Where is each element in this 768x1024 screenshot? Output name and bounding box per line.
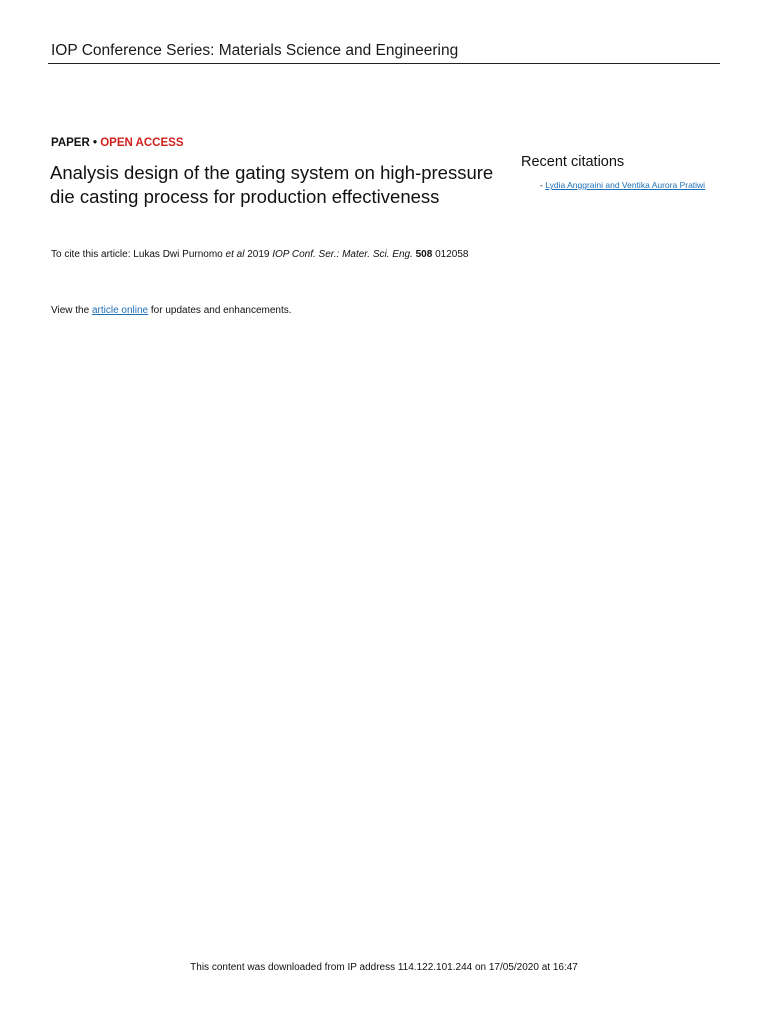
- citation-prefix: To cite this article: Lukas Dwi Purnomo: [51, 249, 226, 260]
- citation-article-number: 012058: [432, 249, 469, 260]
- citation-journal-abbrev: IOP Conf. Ser.: Mater. Sci. Eng.: [272, 249, 413, 260]
- paper-tag-separator: •: [89, 137, 101, 149]
- citation-volume: 508: [415, 249, 433, 260]
- article-title: Analysis design of the gating system on high-pressure die casting process for production effectiveness: [50, 162, 494, 207]
- recent-citations-list: [540, 180, 705, 191]
- citation-line: [51, 248, 468, 261]
- journal-header: [48, 42, 720, 64]
- recent-citation-link[interactable]: Lydia Anggraini and Ventika Aurora Pratiwi: [545, 180, 706, 190]
- article-online-link[interactable]: article online: [91, 305, 149, 316]
- paper-tag: [51, 136, 184, 150]
- recent-citations-heading: Recent citations: [521, 154, 625, 170]
- list-bullet: -: [540, 180, 546, 190]
- citation-year: 2019: [244, 249, 273, 260]
- citation-et-al: et al: [225, 249, 245, 260]
- list-item: [540, 180, 705, 191]
- view-online-prefix: View the: [51, 305, 92, 316]
- view-online-suffix: for updates and enhancements.: [148, 305, 292, 316]
- paper-type-label: PAPER: [51, 137, 90, 149]
- download-note-text: This content was downloaded from IP address 114.122.101.244 on 17/05/2020 at 16:47: [190, 962, 578, 973]
- open-access-label: OPEN ACCESS: [100, 137, 184, 149]
- journal-title: IOP Conference Series: Materials Science and Engineering: [51, 42, 459, 59]
- download-note: [0, 961, 768, 974]
- view-online-line: [51, 304, 292, 317]
